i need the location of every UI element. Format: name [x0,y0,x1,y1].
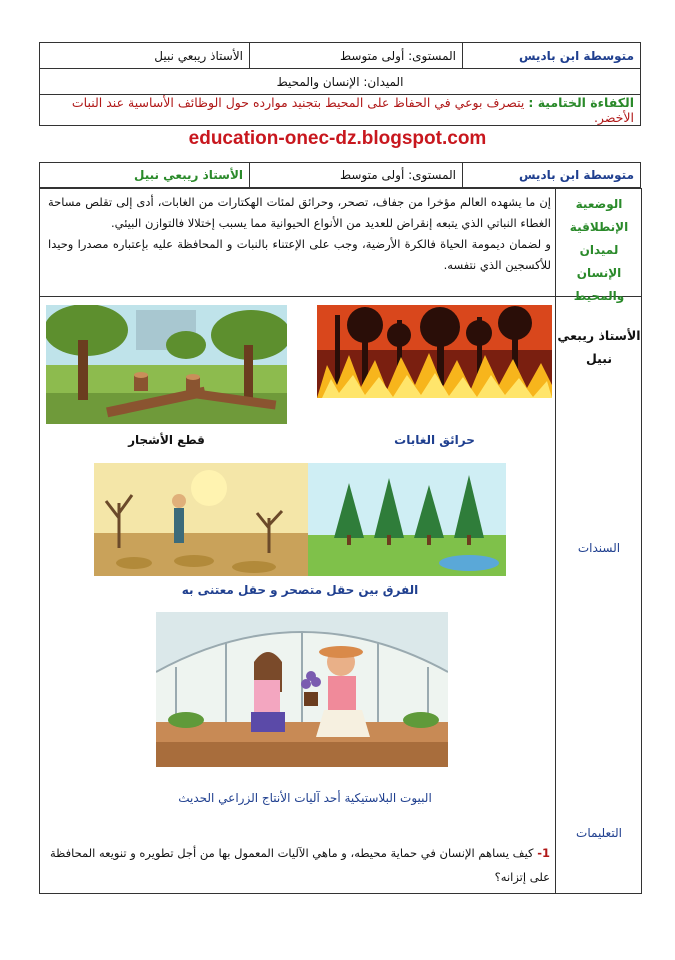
competence-label: الكفاءة الختامية : [528,95,634,110]
caption-fields: الفرق بين حقل متصحر و حقل معتنى به [181,583,419,597]
forest-fire-image [317,305,552,398]
instructions-label: التعليمات [576,826,622,840]
question-text: كيف يساهم الإنسان في حماية محيطه، و ماهي الآليات المعمول بها من أجل تطويره و تنويعه المحافظة على إتزانه؟ [49,846,550,884]
school-name-2: متوسطة ابن باديس [463,163,641,188]
intro-paragraph-2: و لضمان ديمومة الحياة فالكرة الأرضية، وجب على الإعتناء بالنبات و المحافظة عليه بإعتباره مصدرا وحيدا للأكسجين الذي نتفسه. [48,237,551,272]
domain-label: الميدان: الإنسان والمحيط [40,69,641,95]
tree-cutting-image [46,305,287,424]
intro-paragraph-1: إن ما يشهده العالم مؤخرا من جفاف، تصحر، وحرائق لمئات الهكتارات من الغابات، أدى إلى تقلص مساحة الغطاء النباتي الذي يتبعه إنقراض للعديد من الأنواع الحيوانية مما يسبب إختلالا فالتوازن البيئي. [48,195,551,230]
watermark-url: education-onec-dz.blogspot.com [188,128,487,149]
competence-row [40,95,641,126]
level-text-2: المستوى: أولى متوسط [250,163,463,188]
intro-text [48,192,551,276]
caption-fires: حرائق الغابات [394,433,475,447]
situation-line-3: لميدان الإنسان [576,243,622,280]
teacher-side-label [556,324,642,370]
question-number: 1- [537,846,550,860]
level-text: المستوى: أولى متوسط [340,48,456,63]
situation-line-4: والمحيط [573,289,625,303]
teacher-name: الأستاذ ريبعي نبيل [40,43,250,69]
supports-label: السندات [577,541,621,555]
situation-label [556,193,642,308]
level-label [250,43,463,69]
teacher-name-2: الأستاذ ريبعي نبيل [40,163,250,188]
fields-comparison-image [94,463,506,576]
situation-line-1: الوضعية [575,197,623,211]
header-table-2 [39,162,641,188]
caption-cutting: قطع الأشجار [128,433,205,447]
question-block [48,841,550,889]
row-divider [39,296,642,297]
teacher-side-line-1: الأستاذ ريبعي [557,328,641,343]
teacher-side-line-2: نبيل [585,351,613,366]
situation-line-2: الإنطلاقية [569,220,629,234]
greenhouse-image [156,612,448,767]
caption-greenhouse: البيوت البلاستيكية أحد آليات الأنتاج الزراعي الحديث [178,791,432,805]
competence-text: يتصرف بوعي في الحفاظ على المحيط بتجنيد موارده حول الوظائف الأساسية عند النبات الأخضر. [71,95,634,125]
school-name: متوسطة ابن باديس [463,43,641,69]
header-table [39,42,641,126]
